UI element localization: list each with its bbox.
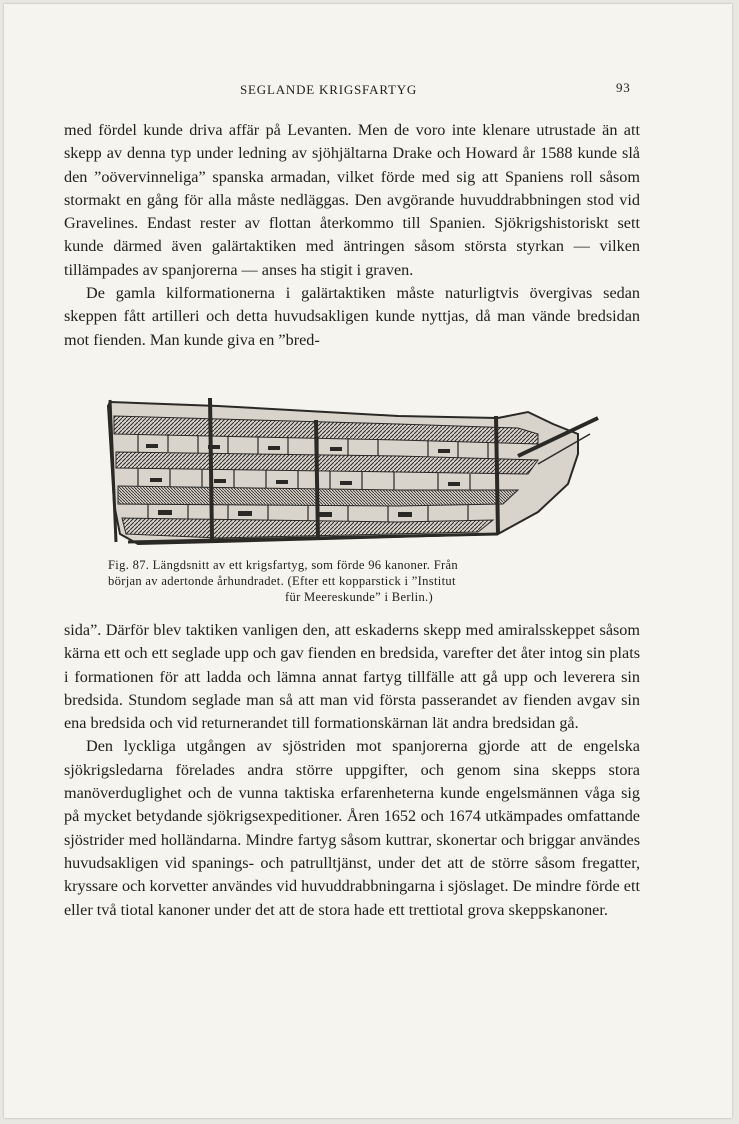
paragraph-4: Den lyckliga utgången av sjöstriden mot spanjorerna gjorde att de engelska sjökrigsledarna förelades andra större uppgifter, och genom sina skepps stora manöverduglighet och de vunna taktiska erfarenheterna kunde engelsmännen våga sig på mycket betydande sjökrigsexpeditioner. Åren 1652 och 1674 utkämpades omfattande sjöstrider med holländarna. Mindre fartyg såsom kuttrar, skonertar och briggar användes huvudsakligen vid spanings- och patrulltjänst, under det att de större såsom fregatter, kryssare och korvetter användes vid huvuddrabbningarna i sjöslaget. De mindre förde ett eller två tiotal kanoner under det att de stora hade ett trettiotal grova skeppskanoner. <box>64 737 640 919</box>
caption-line: für Meereskunde” i Berlin.) <box>285 590 433 604</box>
paragraph-3: sida”. Därför blev taktiken vanligen den, att eskaderns skepp med amiralsskeppet såsom kärna ett och ett seglade upp och gav fienden en bredsida, varefter det åter intog sin plats i formationen för att ladda och lämna annat fartyg tillfälle att gå upp och leverera sin bredsida. Stundom seglade man så att man vid första passerandet av fienden avgav sin ena bredsida och vid returnerandet till formationskärnan lät andra bredsidan gå. <box>64 621 640 733</box>
figure-87 <box>98 394 603 549</box>
ship-cross-section-icon <box>98 394 603 549</box>
body-text-bottom <box>64 619 640 922</box>
book-page <box>4 4 732 1118</box>
caption-line: Fig. 87. Längdsnitt av ett krigsfartyg, som förde 96 kanoner. Från <box>108 558 458 572</box>
caption-line: början av adertonde århundradet. (Efter ett kopparstick i ”Institut <box>108 574 456 588</box>
paragraph-2: De gamla kilformationerna i galärtaktiken måste naturligtvis övergivas sedan skeppen fått artilleri och detta huvudsakligen kunde nyttjas, då man vände bredsidan mot fienden. Man kunde giva en ”bred- <box>64 284 640 349</box>
running-head <box>4 82 732 102</box>
figure-caption <box>108 557 610 605</box>
paragraph-1: med fördel kunde driva affär på Levanten. Men de voro inte klenare utrustade än att skepp av denna typ under ledning av sjöhjältarna Drake och Howard år 1588 kunde slå den ”oövervinneliga” spanska armadan, vilket förde med sig att Spaniens roll såsom stormakt en gång för alla måste nedläggas. Den avgörande huvuddrabbningen stod vid Gravelines. Endast rester av flottan återkommo till Spanien. Sjökrigshistoriskt sett kunde därmed även galärtaktiken med äntringen såsom största styrkan — vilken tillämpades av spanjorerna — anses ha stigit i graven. <box>64 121 640 279</box>
running-title: SEGLANDE KRIGSFARTYG <box>240 82 418 97</box>
body-text-top <box>64 119 640 352</box>
page-number: 93 <box>616 80 631 95</box>
